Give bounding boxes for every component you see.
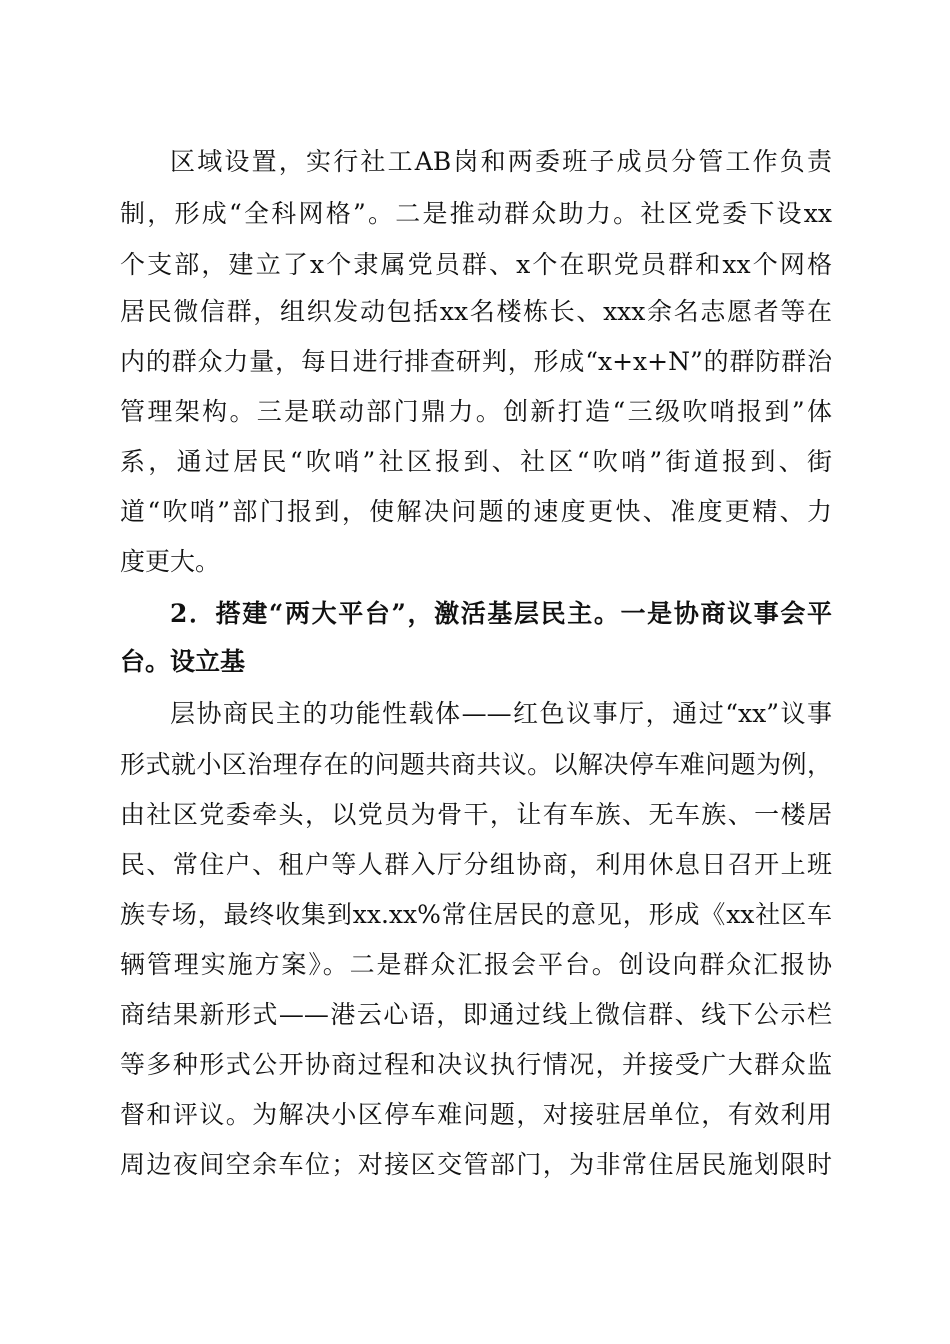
paragraph-line: 内的群众力量，每日进行排查研判，形成“x+x+N”的群防群治 — [120, 347, 832, 376]
paragraph-line: 商结果新形式——港云心语，即通过线上微信群、线下公示栏 — [120, 1000, 832, 1029]
paragraph-line: 道“吹哨”部门报到，使解决问题的速度更快、准度更精、力 — [120, 497, 832, 526]
paragraph-line: 居民微信群，组织发动包括xx名楼栋长、xxx余名志愿者等在 — [120, 297, 832, 326]
paragraph-line: 由社区党委牵头，以党员为骨干，让有车族、无车族、一楼居 — [120, 800, 832, 829]
paragraph-line: 辆管理实施方案》。二是群众汇报会平台。创设向群众汇报协 — [120, 950, 832, 979]
paragraph-line: 形式就小区治理存在的问题共商共议。以解决停车难问题为例， — [120, 750, 832, 779]
section-heading-line: 2．搭建“两大平台”，激活基层民主。一是协商议事会平 — [170, 599, 832, 628]
paragraph-line: 周边夜间空余车位；对接区交管部门，为非常住居民施划限时 — [120, 1150, 832, 1179]
paragraph-line: 民、常住户、租户等人群入厅分组协商，利用休息日召开上班 — [120, 850, 832, 879]
paragraph-line: 等多种形式公开协商过程和决议执行情况，并接受广大群众监 — [120, 1050, 832, 1079]
paragraph-line: 个支部，建立了x个隶属党员群、x个在职党员群和xx个网格 — [120, 250, 832, 279]
paragraph-line: 系，通过居民“吹哨”社区报到、社区“吹哨”街道报到、街 — [120, 447, 832, 476]
paragraph-line: 制，形成“全科网格”。二是推动群众助力。社区党委下设xx — [120, 199, 832, 228]
paragraph-line: 区域设置，实行社工AB岗和两委班子成员分管工作负责 — [170, 147, 832, 176]
paragraph-line: 层协商民主的功能性载体——红色议事厅，通过“xx”议事 — [170, 699, 832, 728]
section-heading-line: 台。设立基 — [120, 647, 246, 676]
paragraph-line: 管理架构。三是联动部门鼎力。创新打造“三级吹哨报到”体 — [120, 397, 832, 426]
paragraph-line: 度更大。 — [120, 547, 221, 576]
paragraph-line: 督和评议。为解决小区停车难问题，对接驻居单位，有效利用 — [120, 1100, 832, 1129]
paragraph-line: 族专场，最终收集到xx.xx%常住居民的意见，形成《xx社区车 — [120, 900, 832, 929]
